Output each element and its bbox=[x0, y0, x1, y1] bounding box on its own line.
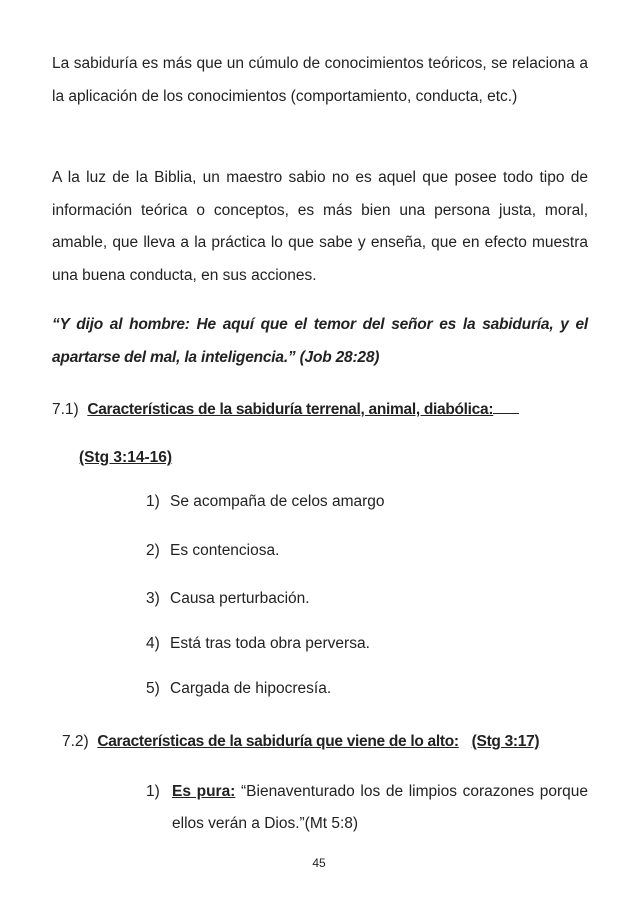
list-item-text: Es contenciosa. bbox=[170, 542, 280, 559]
list-item bbox=[146, 632, 370, 656]
list-item-text: Está tras toda obra perversa. bbox=[170, 635, 370, 652]
paragraph-wise-teacher: A la luz de la Biblia, un maestro sabio no es aquel que posee todo tipo de información teórica o conceptos, es más bien una persona justa, moral, amable, que lleva a la práctica lo que sabe y enseña, que en efecto muestra una buena conducta, en sus acciones. bbox=[52, 169, 588, 284]
section-reference: (Stg 3:14-16) bbox=[79, 449, 173, 466]
list-item bbox=[146, 490, 385, 514]
list-item-number: 1) bbox=[146, 493, 160, 510]
list-item-text: Se acompaña de celos amargo bbox=[170, 493, 385, 510]
section-number: 7.1) bbox=[52, 401, 79, 418]
list-item-text: Causa perturbación. bbox=[170, 590, 310, 607]
list-item-text: Cargada de hipocresía. bbox=[170, 680, 332, 697]
list-item bbox=[146, 776, 588, 840]
list-item-body bbox=[172, 776, 588, 840]
page-number: 45 bbox=[312, 856, 326, 870]
list-item-text: “Bienaventurado los de limpios corazones porque ellos verán a Dios.”(Mt 5:8) bbox=[172, 783, 589, 832]
list-item-label: Es pura: bbox=[172, 783, 236, 800]
list-item bbox=[146, 677, 331, 701]
list-item-number: 1) bbox=[146, 783, 160, 800]
list-item-number: 2) bbox=[146, 542, 160, 559]
section-number: 7.2) bbox=[62, 733, 89, 750]
heading-underline-trail bbox=[493, 399, 519, 414]
section-heading-7-2 bbox=[62, 730, 539, 754]
list-item-number: 4) bbox=[146, 635, 160, 652]
section-reference: (Stg 3:17) bbox=[471, 733, 540, 750]
section-title: Características de la sabiduría que viene de lo alto: bbox=[97, 733, 459, 750]
list-item bbox=[146, 539, 279, 563]
list-item-number: 5) bbox=[146, 680, 160, 697]
list-item bbox=[146, 587, 310, 611]
section-heading-7-1 bbox=[52, 398, 519, 422]
paragraph-wisdom-definition: La sabiduría es más que un cúmulo de conocimientos teóricos, se relaciona a la aplicación de los conocimientos (comportamiento, conducta, etc.) bbox=[52, 55, 588, 105]
list-item-number: 3) bbox=[146, 590, 160, 607]
scripture-quote: “Y dijo al hombre: He aquí que el temor del señor es la sabiduría, y el apartarse del mal, la inteligencia.” (Job 28:28) bbox=[52, 316, 588, 366]
section-title: Características de la sabiduría terrenal, animal, diabólica: bbox=[87, 401, 494, 418]
section-reference-7-1 bbox=[79, 446, 172, 470]
